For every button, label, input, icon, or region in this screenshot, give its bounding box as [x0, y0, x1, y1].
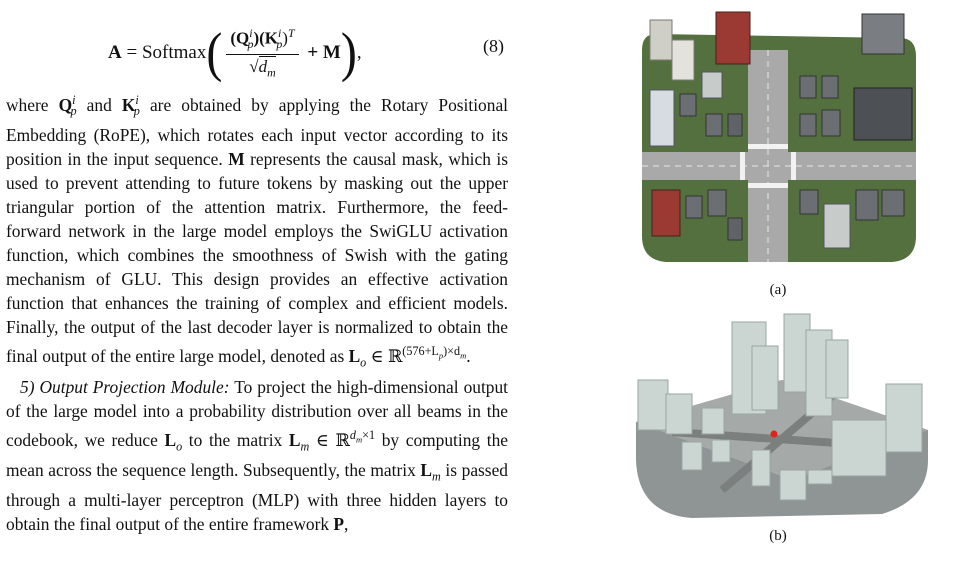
eq-den-m: m [267, 65, 276, 80]
eq-num-transpose: T [287, 26, 295, 40]
building-a15 [652, 190, 680, 236]
building-a5 [862, 14, 904, 54]
building-a7 [680, 94, 696, 116]
paragraph-2 [6, 375, 508, 537]
eq-num-q-sub: p [247, 37, 254, 52]
p1-lo-dim-b: )×d [443, 344, 461, 359]
building-a18 [728, 218, 742, 240]
p2-lm-dim [350, 428, 375, 442]
eq-plus-m: + M [302, 42, 341, 64]
p2-lm-in: ∈ ℝ [309, 429, 350, 450]
eq-num-k-sub: p [276, 37, 283, 52]
p2-lo-sub: o [176, 438, 183, 453]
block-c2 [780, 470, 806, 500]
paragraph-1 [6, 88, 508, 375]
block-c1 [752, 450, 770, 486]
figure-a-caption: (a) [769, 282, 787, 298]
section-title-output-projection: 5) Output Projection Module: [20, 376, 230, 397]
block-l2 [666, 394, 692, 434]
building-a12 [822, 76, 838, 98]
p2-text-a: To project the high-dimensional output of the large model into a probability distribution over all beams in the codebook, we reduce [6, 376, 509, 450]
p1-lo-dim-a: (576+L [402, 344, 439, 359]
p1-text-a: where [6, 94, 59, 115]
block-l1 [638, 380, 668, 430]
p1-q-symbol: Q [58, 94, 73, 115]
text-column [6, 0, 514, 563]
equation-8 [6, 14, 514, 84]
body-text [6, 88, 508, 536]
eq-num-q-sup: i [249, 26, 253, 40]
eq-fraction [226, 26, 298, 80]
block-r2 [886, 384, 922, 452]
building-a13 [800, 114, 816, 136]
p1-lo-dim-m: m [460, 350, 467, 361]
p2-text-d: is passed through a multi-layer perceptron (MLP) with three hidden layers to obtain the final output of the entire framework [6, 459, 508, 535]
building-a16 [686, 196, 702, 218]
building-a3 [650, 90, 674, 146]
p1-lo-dim-p: p [438, 350, 444, 361]
p2-lm2-sub: m [432, 469, 441, 484]
block-l4 [682, 442, 702, 470]
building-a9 [706, 114, 722, 136]
p2-lo-symbol: L [164, 429, 177, 450]
building-a20 [824, 204, 850, 248]
building-a4 [716, 12, 750, 64]
eq-den-d: d [258, 57, 268, 77]
equation-number: (8) [483, 36, 504, 56]
p1-q-sub: p [70, 104, 77, 119]
p1-m-symbol: M [228, 149, 245, 170]
p2-lm-symbol: L [288, 429, 301, 450]
p1-q-sup: i [72, 93, 76, 107]
eq-num-k-sup: i [278, 26, 282, 40]
p2-lm2-symbol: L [420, 459, 433, 480]
eq-numerator [226, 26, 298, 55]
eq-trailing: , [356, 42, 362, 64]
p1-k-sub: p [133, 104, 140, 119]
p2-end: , [344, 514, 349, 535]
figure-column [632, 0, 958, 563]
p2-lm-dim-d: d [349, 427, 356, 442]
p1-and: and [76, 94, 122, 115]
p2-lm-dim-m: m [355, 433, 363, 444]
p2-text-c: by computing the mean across the sequence length. Subsequently, the matrix [6, 429, 508, 480]
p2-text-b: to the matrix [182, 429, 289, 450]
eq-softmax: Softmax [141, 42, 207, 64]
figure-b-caption: (b) [769, 528, 787, 544]
block-r3 [808, 470, 832, 484]
eq-num-close: ) [282, 28, 288, 48]
building-a8 [702, 72, 722, 98]
eq-denominator: $√d_m$ [249, 57, 276, 80]
eq-right-paren: ) [340, 22, 357, 84]
tower-5 [826, 340, 848, 398]
block-l5 [712, 440, 730, 462]
eq-den-radicand [258, 56, 276, 80]
p1-lo-sub: o [360, 355, 367, 370]
building-a10 [728, 114, 742, 136]
figure-b-3d-model [632, 310, 932, 522]
p1-lo-in: ∈ ℝ [366, 346, 403, 367]
eq-lhs: A [108, 42, 122, 64]
tower-4 [752, 346, 778, 410]
p1-lo-symbol: L [348, 346, 361, 367]
building-a21 [856, 190, 878, 220]
p2-p-symbol: P [333, 514, 345, 535]
building-a22 [882, 190, 904, 216]
p1-k-symbol: K [121, 94, 136, 115]
p1-k-sup: i [135, 93, 139, 107]
building-a14 [822, 110, 840, 136]
p1-lo-dim [402, 344, 467, 361]
p1-text-b: are obtained by applying the Rotary Positional Embedding (RoPE), which rotates each input vector according to its position in the input sequence. [6, 94, 508, 170]
building-a19 [800, 190, 818, 214]
p2-lm-dim-b: ×1 [362, 427, 376, 442]
base-station-marker [771, 431, 778, 438]
building-a2 [672, 40, 694, 80]
building-a11 [800, 76, 816, 98]
eq-num-q: (Q [230, 28, 250, 48]
building-a1 [650, 20, 672, 60]
block-l3 [702, 408, 724, 434]
p1-text-c: represents the causal mask, which is used to prevent attending to future tokens by masking out the upper triangular portion of the attention matrix. Furthermore, the feed-forward network in the large model employs the SwiGLU activation function, which combines the smoothness of Swish with the gating mechanism of GLU. This design provides an effective activation function that enhances the training of complex and efficient models. Finally, the output of the last decoder layer is normalized to obtain the final output of the entire large model, denoted as [6, 149, 508, 367]
equation-body [108, 22, 362, 84]
eq-left-paren: ( [206, 22, 223, 84]
p1-end: . [466, 346, 471, 367]
building-a6 [854, 88, 912, 140]
block-r1 [832, 420, 886, 476]
building-a17 [708, 190, 726, 216]
eq-num-k: )(K [253, 28, 279, 48]
figure-a-city-topdown [636, 4, 920, 266]
p2-lm-sub: m [300, 438, 310, 453]
eq-equals: = [121, 42, 142, 64]
